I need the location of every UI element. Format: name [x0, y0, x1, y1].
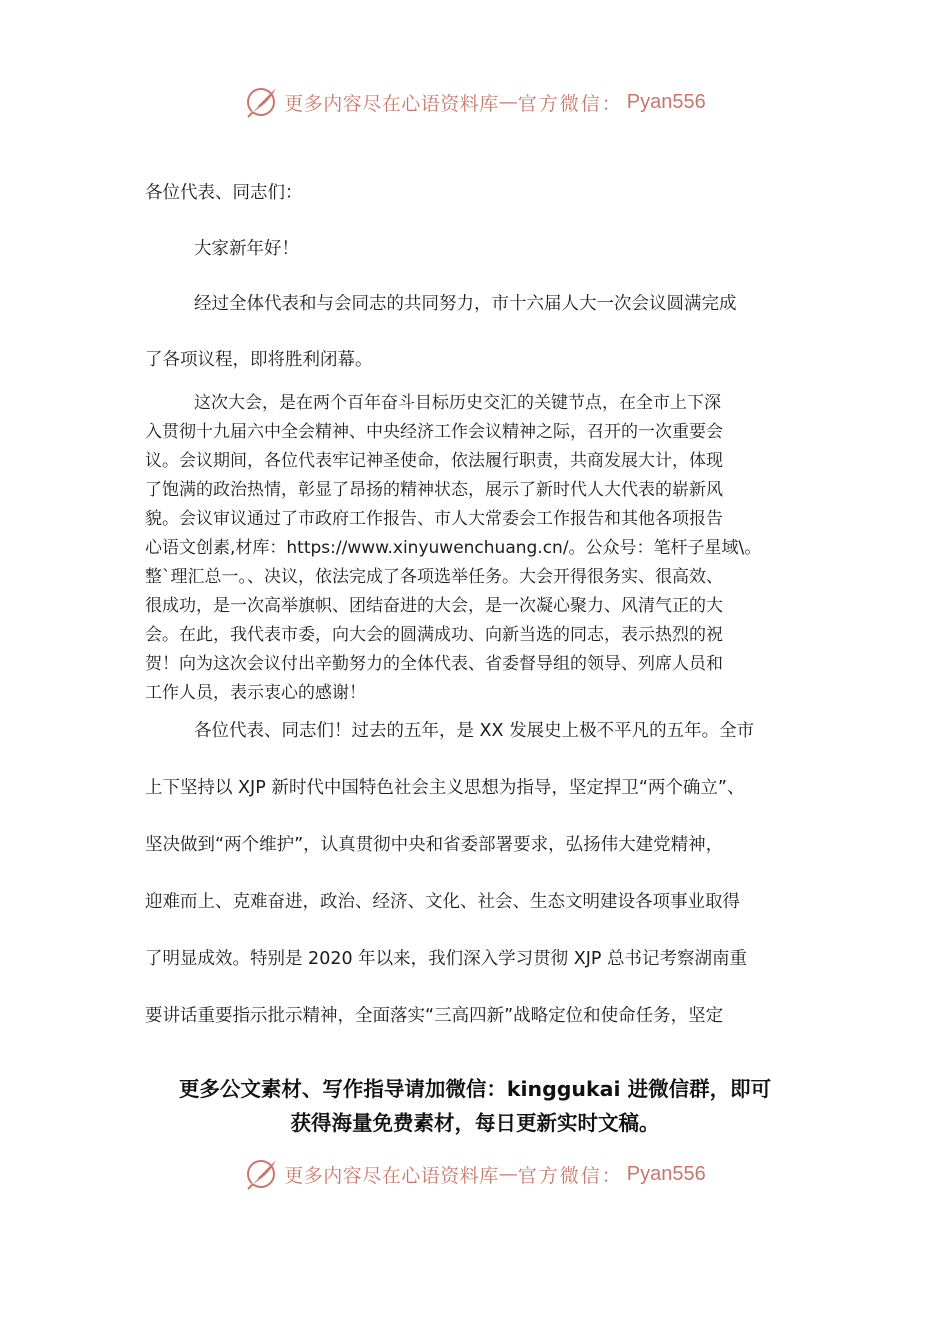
para2-line: 议。会议期间，各位代表牢记神圣使命，依法履行职责，共商发展大计，体现	[145, 451, 723, 471]
promo-line: 获得海量免费素材，每日更新实时文稿。	[290, 1111, 660, 1135]
para2-line: 会。在此，我代表市委，向大会的圆满成功、向新当选的同志，表示热烈的祝	[145, 625, 723, 645]
para1-line: 了各项议程，即将胜利闭幕。	[145, 350, 373, 370]
header-banner	[0, 80, 950, 124]
footer-banner	[0, 1152, 950, 1196]
para2-line: 很成功，是一次高举旗帜、团结奋进的大会，是一次凝心聚力、风清气正的大	[145, 596, 723, 616]
quill-pen-icon	[244, 1156, 280, 1192]
banner-wechat-id: Pyan556	[626, 1162, 706, 1185]
para2-line: 工作人员，表示衷心的感谢！	[145, 683, 366, 703]
para3-line: 上下坚持以 XJP 新时代中国特色社会主义思想为指导，坚定捍卫“两个确立”、	[145, 778, 745, 798]
para2-block	[145, 389, 810, 708]
para2-line: 这次大会，是在两个百年奋斗目标历史交汇的关键节点，在全市上下深	[194, 393, 721, 413]
para2-line: 入贯彻十九届六中全会精神、中央经济工作会议精神之际，召开的一次重要会	[145, 422, 723, 442]
promo-line: 更多公文素材、写作指导请加微信：kinggukai 进微信群，即可	[178, 1077, 772, 1101]
banner-dash: —	[498, 1163, 518, 1185]
banner-wechat-label: 官方微信：	[517, 1164, 623, 1187]
quill-pen-icon	[244, 84, 280, 120]
promo-notice	[0, 1072, 950, 1140]
banner-dash: —	[498, 91, 518, 113]
salutation: 各位代表、同志们：	[145, 183, 303, 203]
banner-wechat-label: 官方微信：	[517, 92, 623, 115]
para2-line: 了饱满的政治热情，彰显了昂扬的精神状态，展示了新时代人大代表的崭新风	[145, 480, 723, 500]
para2-line: 贺！向为这次会议付出辛勤努力的全体代表、省委督导组的领导、列席人员和	[145, 654, 723, 674]
para2-line: 貌。会议审议通过了市政府工作报告、市人大常委会工作报告和其他各项报告	[145, 509, 723, 529]
para3-line: 了明显成效。特别是 2020 年以来，我们深入学习贯彻 XJP 总书记考察湖南重	[145, 949, 747, 969]
para1-line: 经过全体代表和与会同志的共同努力，市十六届人大一次会议圆满完成	[194, 294, 737, 314]
banner-tagline: 更多内容尽在心语资料库	[284, 1164, 499, 1187]
para3-line: 坚决做到“两个维护”，认真贯彻中央和省委部署要求，弘扬伟大建党精神，	[145, 835, 724, 855]
greeting: 大家新年好！	[194, 239, 299, 259]
para2-line: 心语文创素,材库：https://www.xinyuwenchuang.cn/。公众号：笔杆子星域\。	[145, 538, 762, 558]
para3-line: 要讲话重要指示批示精神，全面落实“三高四新”战略定位和使命任务，坚定	[145, 1006, 724, 1026]
para3-line: 迎难而上、克难奋进，政治、经济、文化、社会、生态文明建设各项事业取得	[145, 892, 740, 912]
para2-line: 整`理汇总一。、决议，依法完成了各项选举任务。大会开得很务实、很高效、	[145, 567, 723, 587]
para3-line: 各位代表、同志们！过去的五年，是 XX 发展史上极不平凡的五年。全市	[194, 721, 755, 741]
banner-wechat-id: Pyan556	[626, 90, 706, 113]
banner-tagline: 更多内容尽在心语资料库	[284, 92, 499, 115]
